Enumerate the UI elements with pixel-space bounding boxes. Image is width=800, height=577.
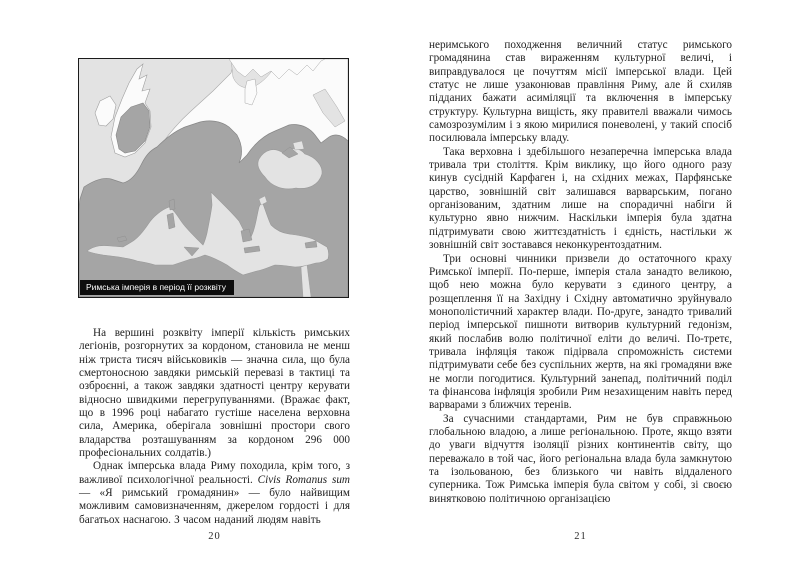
right-page-text [429,39,732,506]
text-run: Однак імперська влада Риму походила, крім того, з важливої психологічної реальності. [79,460,350,486]
italic-text-run: Civis Romanus sum [257,473,350,486]
page-number-right: 21 [574,531,587,542]
paragraph [429,413,732,506]
paragraph [429,39,732,146]
text-run: неримського походження величний статус римського громадянина став вираженням культурної величі, і виправдувалося це почуттям місії імперської влади. Цей статус не лише узаконював правління Риму, але й схиляв підданих бажати асиміляції та включення в імперську структуру. Культурна вищість, яку правителі вважали чимось самозрозумілим і з якою мирилися поневолені, у такий спосіб посилювала імперську владу. [429,39,732,145]
text-run: За сучасними стандартами, Рим не був справжньою глобальною владою, а лише регіональною. Проте, якщо взяти до уваги відчуття ізоляції різних континентів світу, що переважало в той час, його регіональна влада була замкнутою та ізольованою, без близького чи навіть віддаленого суперника. Тож Римська імперія була світом у собі, зі своєю винятковою політичною організацією [429,412,732,505]
map-caption: Римська імперія в період її розквіту [80,280,234,295]
roman-empire-map-figure [78,58,349,298]
text-run: Три основні чинники призвели до остаточного краху Римської імперії. По-перше, імперія стала занадто великою, щоб нею можна було керувати з єдиного центру, а розщеплення її на Західну і Східну автоматично зруйнувало монополістичний характер влади. По-друге, занадто тривалий період імперської пишноти витворив культурний гедонізм, який послабив волю політичної еліти до величі. По-третє, тривала інфляція також підірвала спроможність системи підтримувати себе без суспільних жертв, на які громадяни вже не могли погодитися. Культурний занепад, політичний поділ та фінансова інфляція зробили Рим незахищеним навіть перед варварами з ближчих теренів. [429,252,732,412]
paragraph [429,253,732,413]
roman-empire-map [79,59,348,297]
left-page-text [79,327,350,527]
text-run: Така верховна і здебільшого незаперечна імперська влада тривала три століття. Крім виклику, що його одного разу кинув сусідній Карфаген і, на східних межах, Парфянське царство, зовнішній світ залишався варварським, погано організованим, здатним лише на спорадичні набіги й культурно явно нижчим. Наскільки імперія була здатна підтримувати свою життєздатність і єдність, настільки ж зовнішній світ зоставався неконкурентоздатним. [429,145,732,252]
paragraph [79,327,350,460]
page-number-left: 20 [208,531,221,542]
corsica-island [169,199,175,210]
paragraph [429,146,732,253]
text-run: На вершині розквіту імперії кількість римських легіонів, розгорнутих за кордоном, становила не менш ніж триста тисяч військовиків — значна сила, що була смертоносною завдяки римській перевазі в тактиці та озброєнні, а також завдяки здатності центру керувати відносно швидкими перегрупуваннями. (Вражає факт, що в 1996 році набагато густіше населена верховна сила, Америка, оберігала зовнішні простори свого владарства розташуванням за кордоном 296 000 професіональних солдатів.) [79,327,350,460]
text-run: — «Я римський громадянин» — було найвищим можливим самовизначенням, джерелом гордості і для багатьох наснагою. З часом наданий людям навіть [79,487,350,526]
paragraph [79,460,350,527]
